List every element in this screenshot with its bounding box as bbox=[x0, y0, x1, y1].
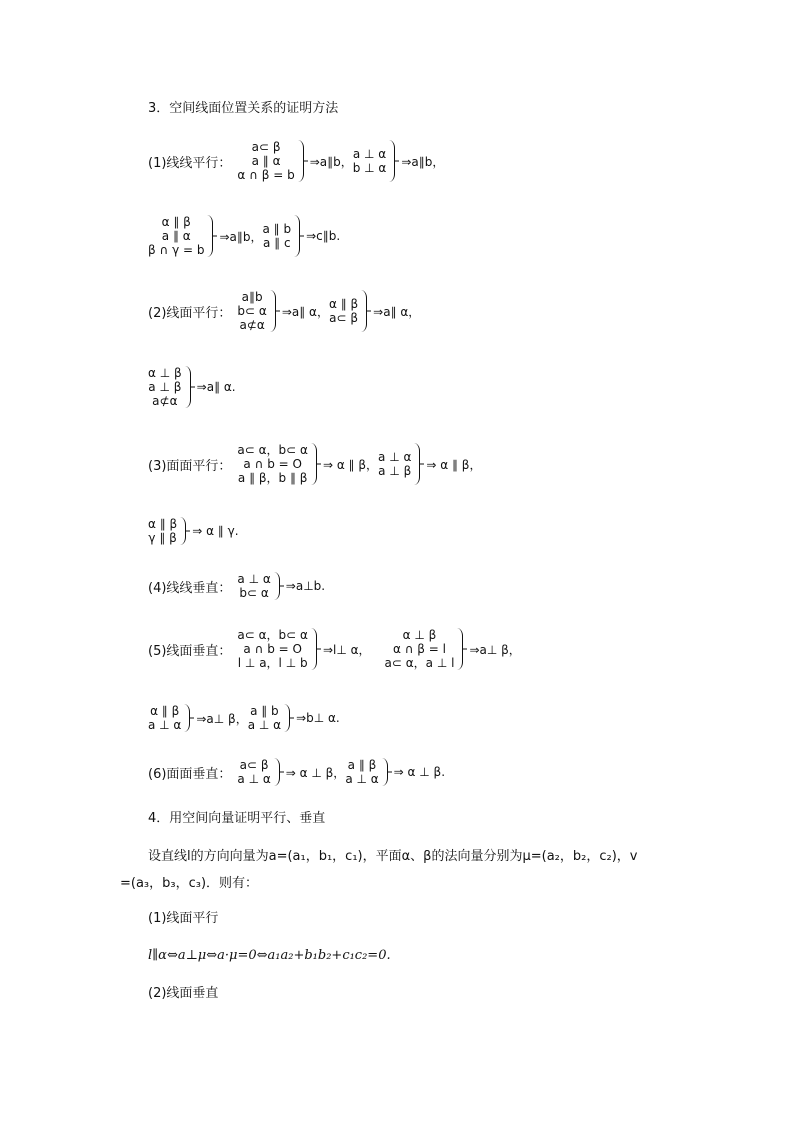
condition-line: a ⊥ β bbox=[378, 464, 412, 478]
right-brace bbox=[273, 572, 280, 600]
condition-line: a ⊥ α bbox=[247, 718, 282, 732]
right-brace bbox=[206, 215, 213, 257]
conclusion: ⇒ α ⊥ β. bbox=[393, 765, 446, 779]
right-brace bbox=[183, 704, 190, 732]
subsection-line-plane-perp: (2)线面垂直 bbox=[148, 986, 219, 1001]
right-brace bbox=[310, 628, 317, 670]
condition-line: a ∥ b bbox=[250, 704, 279, 718]
condition-line: a⊂ α，a ⊥ l bbox=[384, 656, 455, 670]
condition-stack bbox=[263, 222, 292, 250]
right-brace bbox=[310, 443, 317, 485]
right-brace bbox=[297, 140, 304, 182]
line-plane-perp-row1 bbox=[148, 628, 521, 670]
condition-line: a ⊥ α bbox=[345, 772, 379, 786]
right-brace bbox=[413, 443, 420, 485]
condition-line: α ∥ β bbox=[328, 297, 359, 311]
condition-stack bbox=[378, 450, 411, 478]
condition-line: a⊂ β bbox=[329, 311, 359, 325]
right-brace bbox=[273, 758, 280, 786]
condition-stack bbox=[237, 628, 308, 670]
plane-plane-parallel-row2 bbox=[148, 517, 239, 545]
condition-line: α ∩ β = l bbox=[392, 642, 446, 656]
condition-line: a ⊥ α bbox=[237, 572, 271, 586]
conclusion: ⇒ α ⊥ β， bbox=[285, 765, 346, 780]
condition-stack bbox=[237, 290, 266, 332]
condition-stack bbox=[237, 758, 270, 786]
right-brace bbox=[179, 517, 186, 545]
condition-line: α ⊥ β bbox=[402, 628, 437, 642]
condition-line: a ∥ α bbox=[251, 154, 281, 168]
condition-line: α ∥ β bbox=[161, 215, 191, 229]
condition-line: α ⊥ β bbox=[148, 366, 182, 380]
condition-line: α ∥ β bbox=[150, 704, 180, 718]
condition-line: a ⊥ α bbox=[378, 450, 412, 464]
condition-stack bbox=[237, 443, 308, 485]
right-brace bbox=[381, 758, 388, 786]
conclusion: ⇒a∥b， bbox=[219, 229, 263, 244]
vector-parallel-formula: l∥α⇔a⊥μ⇔a·μ=0⇔a₁a₂+b₁b₂+c₁c₂=0. bbox=[148, 948, 391, 963]
section-3-title: 3．空间线面位置关系的证明方法 bbox=[148, 101, 339, 116]
conclusion: ⇒ α ∥ γ. bbox=[192, 524, 239, 538]
condition-line: a ∥ β bbox=[347, 758, 377, 772]
condition-stack bbox=[148, 366, 182, 408]
condition-line: a ⊥ α bbox=[237, 772, 271, 786]
line-plane-parallel-label: (2)线面平行： bbox=[148, 305, 232, 321]
condition-line: a⊄α bbox=[152, 394, 178, 408]
condition-stack bbox=[329, 297, 358, 325]
conclusion: ⇒l⊥ α， bbox=[322, 642, 371, 657]
condition-stack bbox=[345, 758, 378, 786]
conclusion: ⇒a∥ α， bbox=[281, 304, 329, 319]
condition-line: a⊂ α，b⊂ α bbox=[237, 443, 308, 457]
conclusion: ⇒a⊥b. bbox=[285, 579, 326, 593]
line-plane-perp-label: (5)线面垂直： bbox=[148, 643, 232, 659]
condition-line: a ∥ b bbox=[262, 222, 292, 236]
condition-line: a⊂ α，b⊂ α bbox=[237, 628, 308, 642]
conclusion: ⇒b⊥ α. bbox=[296, 711, 340, 725]
plane-plane-perp-label: (6)面面垂直： bbox=[148, 766, 232, 782]
condition-line: a⊂ β bbox=[251, 140, 281, 154]
conclusion: ⇒a⊥ β， bbox=[469, 642, 521, 657]
right-brace bbox=[456, 628, 463, 670]
line-line-parallel-row2 bbox=[148, 215, 340, 257]
plane-plane-parallel-row1 bbox=[148, 443, 481, 485]
right-brace bbox=[360, 290, 367, 332]
line-plane-parallel-row2 bbox=[148, 366, 236, 408]
condition-line: a ⊥ β bbox=[148, 380, 182, 394]
condition-line: γ ∥ β bbox=[148, 531, 177, 545]
conclusion: ⇒ α ∥ β， bbox=[426, 457, 482, 472]
condition-line: b ⊥ α bbox=[352, 161, 387, 175]
section-4-intro-line2: =(a₃，b₃，c₃)．则有： bbox=[120, 876, 259, 891]
condition-line: a∥b bbox=[241, 290, 263, 304]
line-line-parallel-row1 bbox=[148, 140, 444, 182]
plane-plane-parallel-label: (3)面面平行： bbox=[148, 458, 232, 474]
condition-line: a ∥ α bbox=[161, 229, 191, 243]
right-brace bbox=[184, 366, 191, 408]
plane-plane-perp-row bbox=[148, 758, 445, 786]
condition-stack bbox=[385, 628, 455, 670]
section-4-title: 4．用空间向量证明平行、垂直 bbox=[148, 811, 326, 826]
condition-line: b⊂ α bbox=[239, 586, 269, 600]
condition-line: a⊄α bbox=[239, 318, 265, 332]
condition-stack bbox=[148, 704, 181, 732]
right-brace bbox=[269, 290, 276, 332]
right-brace bbox=[283, 704, 290, 732]
conclusion: ⇒a∥b， bbox=[401, 154, 445, 169]
condition-line: a ∥ β，b ∥ β bbox=[237, 471, 308, 485]
right-brace bbox=[388, 140, 395, 182]
subsection-line-plane-parallel: (1)线面平行 bbox=[148, 911, 219, 926]
condition-line: β ∩ γ = b bbox=[148, 243, 205, 257]
section-4-intro-line1: 设直线l的方向向量为a=(a₁，b₁，c₁)，平面α、β的法向量分别为μ=(a₂，b₂，c₂)，v bbox=[148, 849, 638, 864]
condition-line: b⊂ α bbox=[237, 304, 267, 318]
condition-stack bbox=[248, 704, 281, 732]
line-line-perp-label: (4)线线垂直： bbox=[148, 580, 232, 596]
condition-line: a ∩ b = O bbox=[243, 642, 302, 656]
conclusion: ⇒c∥b. bbox=[306, 229, 341, 243]
conclusion: ⇒a⊥ β， bbox=[196, 711, 248, 726]
line-line-parallel-label: (1)线线平行： bbox=[148, 155, 232, 171]
condition-line: l ⊥ a，l ⊥ b bbox=[237, 656, 308, 670]
condition-stack bbox=[237, 572, 270, 600]
line-line-perp-row bbox=[148, 572, 325, 600]
condition-line: a⊂ β bbox=[239, 758, 269, 772]
condition-line: a ⊥ α bbox=[352, 147, 387, 161]
condition-stack bbox=[237, 140, 294, 182]
conclusion: ⇒a∥b， bbox=[309, 154, 353, 169]
condition-line: a ∥ c bbox=[263, 236, 291, 250]
conclusion: ⇒a∥ α， bbox=[373, 304, 421, 319]
conclusion: ⇒ α ∥ β， bbox=[322, 457, 379, 472]
condition-line: α ∩ β = b bbox=[237, 168, 295, 182]
right-brace bbox=[293, 215, 300, 257]
condition-stack bbox=[353, 147, 387, 175]
condition-line: a ∩ b = O bbox=[243, 457, 302, 471]
condition-stack bbox=[148, 215, 204, 257]
line-plane-perp-row2 bbox=[148, 704, 340, 732]
conclusion: ⇒a∥ α. bbox=[196, 380, 236, 394]
condition-line: a ⊥ α bbox=[148, 718, 182, 732]
condition-stack bbox=[148, 517, 177, 545]
condition-line: α ∥ β bbox=[148, 517, 178, 531]
line-plane-parallel-row1 bbox=[148, 290, 420, 332]
